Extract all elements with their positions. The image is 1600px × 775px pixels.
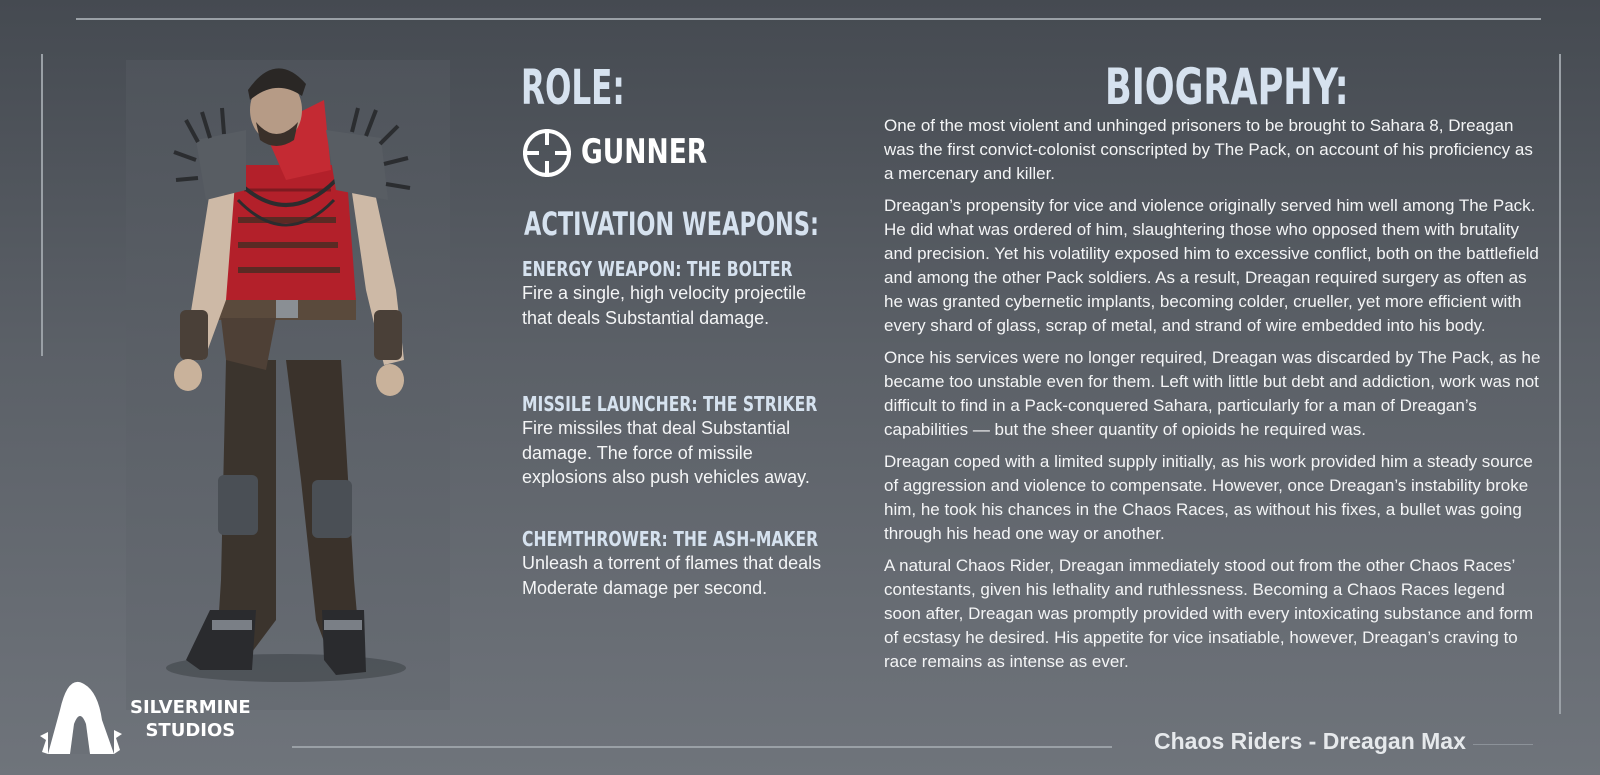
top-divider: [76, 18, 1541, 20]
weapon-item: [522, 527, 837, 600]
bottom-divider: [292, 746, 1112, 748]
left-divider: [41, 54, 43, 356]
footer-title: Chaos Riders - Dreagan Max: [1154, 728, 1466, 754]
studio-name-line1: SILVERMINE: [130, 697, 251, 718]
weapon-description: Fire missiles that deal Substantial damage. The force of missile explosions also push vehicles away.: [522, 418, 810, 487]
weapon-title: CHEMTHROWER: THE ASH-MAKER: [522, 527, 819, 551]
crosshair-icon: [521, 127, 573, 179]
character-illustration: [126, 60, 450, 710]
biography-paragraph: One of the most violent and unhinged prisoners to be brought to Sahara 8, Dreagan was the first convict-colonist conscripted by The Pack, on account of his proficiency as a mercenary and killer.: [884, 116, 1533, 183]
footer-divider: [1473, 744, 1533, 745]
biography-heading: BIOGRAPHY:: [1105, 58, 1349, 116]
biography-paragraph: A natural Chaos Rider, Dreagan immediately stood out from the other Chaos Races’ contestants, given his lethality and ruthlessness. Becoming a Chaos Races legend soon after, Dreagan was promptly provided with every intoxicating substance and form of ecstasy he desired. His appetite for vice insatiable, however, Dreagan’s craving to race remains as intense as ever.: [884, 556, 1534, 671]
weapon-description: Fire a single, high velocity projectile that deals Substantial damage.: [522, 283, 807, 328]
biography-paragraph: Dreagan coped with a limited supply initially, as his work provided him a steady source of aggression and violence to compensate. However, once Dreagan’s instability broke him, he took his chances in the Chaos Races, as without his fixes, a bullet was going through his head one way or another.: [884, 452, 1533, 543]
weapon-title: ENERGY WEAPON: THE BOLTER: [522, 257, 793, 281]
role-heading: ROLE:: [521, 60, 625, 116]
biography-paragraph: Dreagan’s propensity for vice and violence originally served him well among The Pack. He did what was ordered of him, slaughtering those who opposed them with brutality and precision. Yet his volatility exposed him to excessive conflict, both on the battlefield and among the other Pack soldiers. As a result, Dreagan required surgery as often as he was granted cybernetic implants, becoming colder, crueller, yet more efficient with every shard of glass, scrap of metal, and strand of wire embedded into his body.: [884, 196, 1539, 335]
studio-name: [130, 696, 251, 742]
weapon-item: [522, 257, 837, 330]
weapon-title: MISSILE LAUNCHER: THE STRIKER: [522, 392, 818, 416]
weapon-description: Unleash a torrent of flames that deals Moderate damage per second.: [522, 553, 822, 598]
character-portrait: [126, 60, 450, 710]
role-label: GUNNER: [581, 132, 708, 172]
biography-text: [884, 114, 1544, 682]
right-divider: [1559, 54, 1561, 714]
studio-name-line2: STUDIOS: [145, 720, 236, 741]
biography-paragraph: Once his services were no longer required, Dreagan was discarded by The Pack, as he became too unstable even for them. Left with little but debt and addiction, work was not difficult to find in a Pack-conquered Sahara, particularly for a man of Dreagan’s capabilities — but the sheer quantity of opioids he required was.: [884, 348, 1541, 439]
weapon-item: [522, 392, 837, 490]
studio-logo: [40, 684, 280, 764]
weapons-heading: ACTIVATION WEAPONS:: [524, 205, 819, 243]
silvermine-logo-icon: [40, 680, 122, 756]
